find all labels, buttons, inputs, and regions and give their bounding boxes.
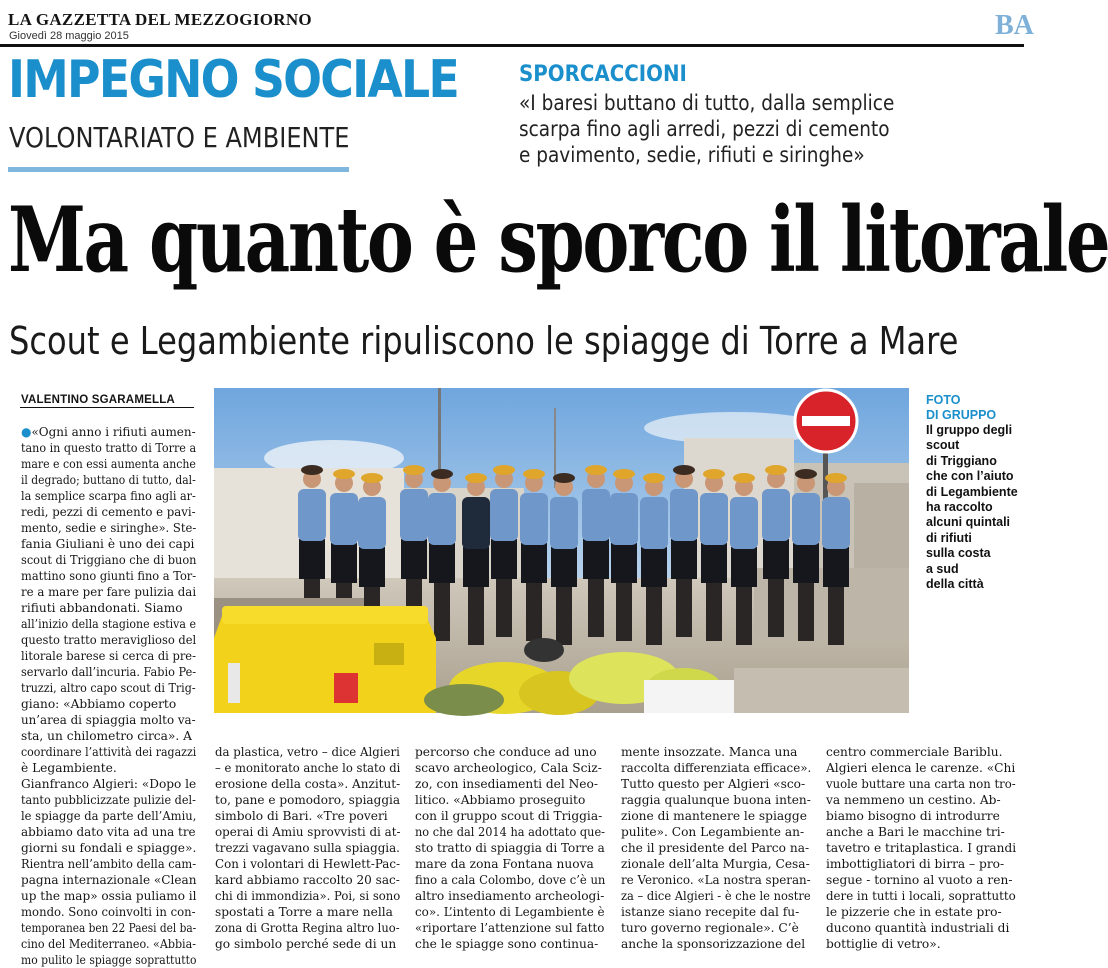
article-text-line: dere in tutti i locali, soprattutto [826, 889, 1016, 903]
article-text-line: rifiuti abbandonati. Siamo [21, 601, 183, 615]
article-text-line: scout di Triggiano che di buon [21, 553, 197, 567]
article-text-line: re a mare per fare pulizia dai [21, 585, 197, 599]
article-text-line: sto tratto di spiaggia di Torre a [415, 841, 605, 855]
section-subtitle: VOLONTARIATO E AMBIENTE [9, 121, 350, 154]
article-text-line: abbiamo dato vita ad una tre [21, 825, 196, 839]
article-text-line: mattino sono giunti fino a Tor- [21, 569, 197, 583]
article-text-line: raccolta differenziata efficace». [621, 761, 812, 775]
highlight-quote-line: scarpa fino agli arredi, pezzi di cemento [519, 117, 890, 141]
article-text-line: biamo bisogno di introdurre [826, 809, 1000, 823]
photo-caption-body [926, 423, 1018, 592]
article-text-line: va nemmeno un cestino. Ab- [826, 793, 1001, 807]
article-text-line: un’area di spiaggia molto va- [21, 713, 196, 727]
group-photo [214, 388, 909, 713]
photo-caption-line: Il gruppo degli [926, 423, 1013, 437]
article-text-line: altro insediamento archeologi- [415, 889, 605, 903]
article-text-line: imbottigliatori di birra – pro- [826, 857, 1005, 871]
article-text-line: temporanea ben 22 Paesi del ba- [21, 921, 197, 935]
article-text-line: fino a cala Colombo, dove c’è un [415, 873, 606, 887]
article-subheadline: Scout e Legambiente ripuliscono le spiagge di Torre a Mare [9, 319, 959, 363]
article-text-line: zionale dell’alta Murgia, Cesa- [621, 857, 810, 871]
photo-caption-title-line: FOTO [926, 393, 961, 407]
article-text-line: mo pulito le spiagge soprattutto [21, 953, 197, 967]
section-code: BA [995, 10, 1034, 41]
article-text-line: tano in questo tratto di Torre a [21, 441, 197, 455]
article-text-line: cino del Mediterraneo. «Abbia- [21, 937, 196, 951]
article-text-line: bottiglie di vetro». [826, 937, 941, 951]
byline-rule [20, 407, 194, 408]
photo-caption-line: a sud [926, 561, 959, 576]
article-text-line: litico. «Abbiamo proseguito [415, 793, 586, 807]
article-text-line: no che dal 2014 ha adottato que- [415, 825, 606, 839]
photo-caption-line: di Triggiano [926, 453, 997, 468]
article-text-line: segue - tornino al vuoto a ren- [826, 873, 1013, 887]
article-text-line: chi di immondizia». Poi, si sono [215, 889, 401, 903]
article-text-line: scavo archeologico, Cala Sciz- [415, 761, 602, 775]
article-text-line: percorso che conduce ad uno [415, 745, 597, 759]
article-text-line: all’inizio della stagione estiva e [21, 617, 196, 631]
article-text-line: che le spiagge sono continua- [415, 937, 599, 951]
newspaper-masthead: LA GAZZETTA DEL MEZZOGIORNO [8, 10, 312, 29]
article-text-line: mare da zona Fontana nuova [415, 857, 594, 871]
photo-caption-line: sulla costa [926, 546, 991, 561]
article-text-line: «riportare l’attenzione sul fatto [415, 921, 605, 935]
article-text-line: istanze siano recepite dal fu- [621, 905, 800, 919]
highlight-quote-line: «I baresi buttano di tutto, dalla semplice [519, 91, 895, 115]
article-text-line: tanto pubblicizzate pulizie del- [21, 793, 196, 807]
article-text-line: da plastica, vetro – dice Algieri [215, 745, 400, 759]
article-text-line: questo tratto meraviglioso del [21, 633, 197, 647]
article-text-line: zona di Grotta Regina altro luo- [215, 921, 400, 935]
article-text-line: Rientra nell’ambito della cam- [21, 857, 197, 871]
highlight-label: SPORCACCIONI [519, 62, 687, 87]
article-text-line [21, 424, 196, 440]
article-text-line: up the map» ossia puliamo il [21, 889, 197, 903]
article-text-line: coordinare l’attività dei ragazzi [21, 745, 197, 759]
article-text-line: anche a Bari le macchine tri- [826, 825, 1005, 839]
article-text-line: mento, sedie e siringhe». Ste- [21, 521, 197, 535]
article-text-line: Con i volontari di Hewlett-Pac- [215, 857, 401, 871]
article-text-line: sta, un chilometro circa». A [21, 729, 192, 743]
article-text-line: erosione della costa». Anzitut- [215, 777, 401, 791]
article-text-line: Algieri elenca le carenze. «Chi [826, 761, 1016, 775]
article-text-line-text: «Ogni anno i rifiuti aumen- [31, 425, 196, 439]
photo-caption-line: che con l’aiuto [926, 469, 1014, 484]
article-text-line: za – dice Algieri - è che le nostre [621, 889, 811, 903]
photo-caption-line: della città [926, 577, 984, 592]
article-column-2 [215, 744, 400, 952]
article-text-line: giano: «Abbiamo coperto [21, 697, 177, 711]
article-text-line: pagna internazionale «Clean [21, 873, 197, 887]
article-text-line: litorale barese si cerca di pre- [21, 649, 196, 663]
article-text-line: ducono quantità industriali di [826, 921, 1010, 935]
photo-caption-line: di Legambiente [926, 484, 1018, 499]
article-text-line: con il gruppo scout di Triggia- [415, 809, 603, 823]
photo-caption-line: alcuni quintali [926, 515, 1011, 530]
article-text-line: simbolo di Bari. «Tre poveri [215, 809, 388, 823]
article-text-line: turo governo regionale». C’è [621, 921, 799, 935]
article-column-1 [21, 424, 196, 968]
article-text-line: giorni su fondali e spiagge». [21, 841, 197, 855]
article-text-line: to, pane e pomodoro, spiaggia [215, 793, 401, 807]
bullet-icon: ● [21, 425, 32, 439]
article-text-line: zione di mantenere le spiagge [621, 809, 807, 823]
photo-caption-title [926, 393, 996, 423]
article-text-line: servarlo dall’incuria. Fabio Pe- [21, 665, 197, 679]
photo-caption-line: ha raccolto [926, 500, 993, 515]
article-text-line: vuole buttare una carta non tro- [826, 777, 1016, 791]
article-text-line: go simbolo perché sede di un [215, 937, 397, 951]
article-text-line: redi, pezzi di cemento e pavi- [21, 505, 196, 519]
article-text-line: fania Giuliani è uno dei capi [21, 537, 195, 551]
article-text-line: le pizzerie che in estate pro- [826, 905, 1002, 919]
article-text-line: è Legambiente. [21, 761, 117, 775]
photo-caption-line: scout [926, 438, 960, 453]
article-text-line: le spiagge da parte dell’Amiu, [21, 809, 197, 823]
article-text-line: tavetro e tritaplastica. I grandi [826, 841, 1017, 855]
article-text-line: Tutto questo per Algieri «sco- [621, 777, 806, 791]
article-text-line: il degrado; buttano di tutto, dal- [21, 473, 196, 487]
article-text-line: raggia qualunque buona inten- [621, 793, 811, 807]
article-text-line: mare e con essi aumenta anche [21, 457, 196, 471]
article-column-4 [621, 744, 811, 952]
section-title: IMPEGNO SOCIALE [8, 50, 458, 110]
section-rule [8, 167, 349, 172]
article-text-line: truzzi, altro capo scout di Trig- [21, 681, 196, 695]
byline: VALENTINO SGARAMELLA [21, 394, 175, 406]
article-column-5 [826, 744, 1016, 952]
issue-date: Giovedì 28 maggio 2015 [9, 30, 129, 42]
article-text-line: operai di Amiu sprovvisti di at- [215, 825, 401, 839]
article-text-line: trezzi vagavano sulla spiaggia. [215, 841, 400, 855]
article-text-line: zo, con insediamenti del Neo- [415, 777, 598, 791]
article-column-3 [415, 744, 605, 952]
article-text-line: centro commerciale Bariblu. [826, 745, 1003, 759]
article-text-line: la semplice scarpa fino agli ar- [21, 489, 196, 503]
article-text-line: anche la sponsorizzazione del [621, 937, 806, 951]
article-text-line: re Veronico. «La nostra speran- [621, 873, 811, 887]
masthead-rule [0, 44, 1024, 47]
group-photo-illustration [214, 388, 909, 713]
highlight-quote [519, 90, 989, 168]
article-text-line: pulite». Con Legambiente an- [621, 825, 805, 839]
article-text-line: mente insozzate. Manca una [621, 745, 798, 759]
article-text-line: mondo. Sono coinvolti in con- [21, 905, 196, 919]
article-text-line: spostati a Torre a mare nella [215, 905, 393, 919]
article-text-line: – e monitorato anche lo stato di [215, 761, 401, 775]
article-text-line: co». L’intento di Legambiente è [415, 905, 605, 919]
article-headline: Ma quanto è sporco il litorale [8, 187, 1108, 293]
photo-caption-line: di rifiuti [926, 530, 972, 545]
article-text-line: che il presidente del Parco na- [621, 841, 810, 855]
photo-caption-title-line: DI GRUPPO [926, 408, 997, 422]
highlight-quote-line: e pavimento, sedie, rifiuti e siringhe» [519, 143, 865, 167]
article-text-line: kard abbiamo raccolto 20 sac- [215, 873, 400, 887]
article-text-line: Gianfranco Algieri: «Dopo le [21, 777, 197, 791]
